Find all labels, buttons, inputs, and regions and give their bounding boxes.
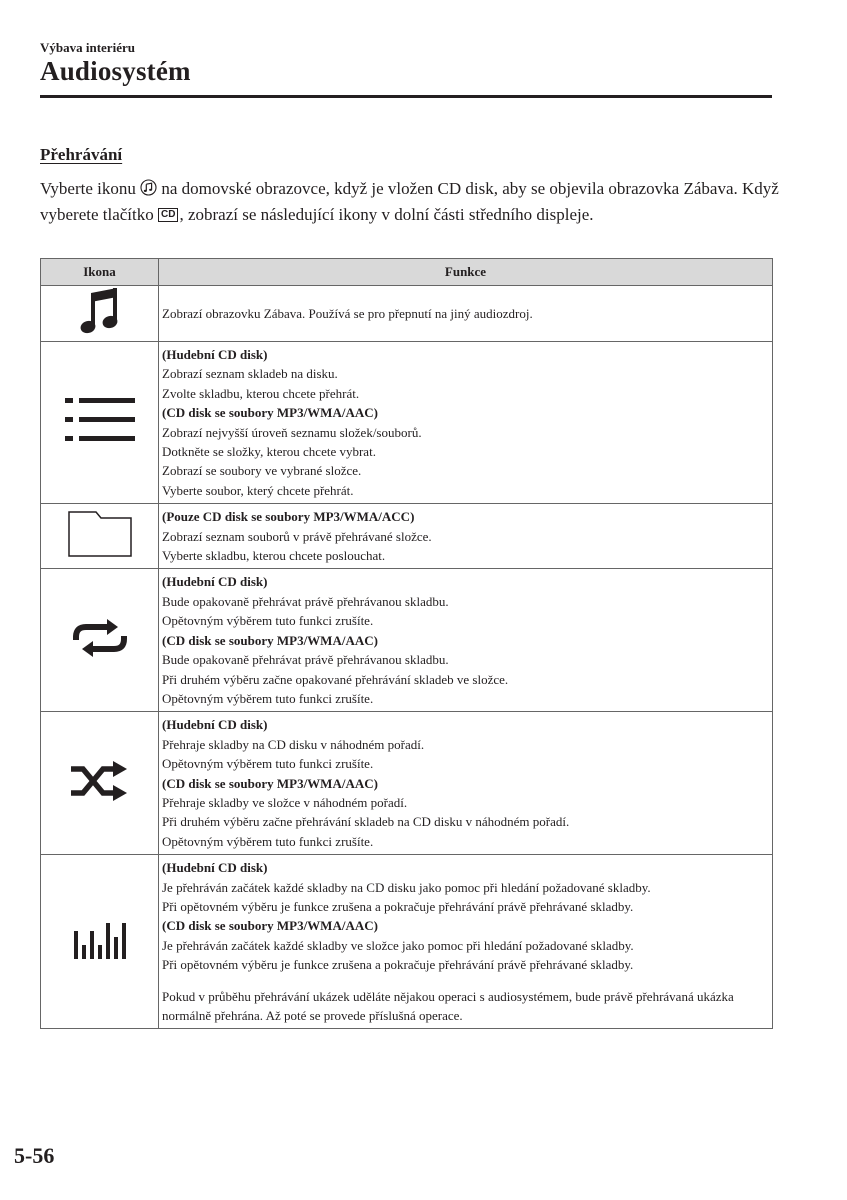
intro-paragraph: [40, 177, 780, 227]
function-text-line: Zvolte skladbu, kterou chcete přehrát.: [162, 385, 360, 401]
intro-text-2: na domovské obrazovce, když je vložen CD disk, aby se objevila obrazovka Zábava. Když vyberete tlačítko: [40, 179, 779, 224]
function-text-line: Opětovným výběrem tuto funkci zrušíte.: [162, 756, 374, 772]
subheading: Přehrávání: [40, 145, 123, 164]
function-subheading: (CD disk se soubory MP3/WMA/AAC): [162, 632, 378, 648]
intro-text-3: , zobrazí se následující ikony v dolní části středního displeje.: [179, 205, 594, 224]
function-subheading: (Hudební CD disk): [162, 574, 268, 590]
feature-table: [40, 258, 773, 1029]
function-text-line: Přehraje skladby na CD disku v náhodném pořadí.: [162, 736, 425, 752]
table-row: [41, 504, 773, 569]
function-subheading: (CD disk se soubory MP3/WMA/AAC): [162, 775, 378, 791]
function-subheading: (Hudební CD disk): [162, 347, 268, 362]
table-header-row: [41, 259, 773, 286]
page-number: 5-56: [14, 1143, 55, 1168]
scan-icon: [74, 947, 126, 962]
function-subheading: (Hudební CD disk): [162, 717, 268, 733]
function-text-line: Při druhém výběru začne přehrávání skladeb na CD disku v náhodném pořadí.: [162, 814, 570, 830]
page-title: Audiosystém: [40, 56, 191, 86]
section-label: Výbava interiéru: [40, 40, 135, 55]
paragraph-gap: [162, 975, 768, 987]
inline-music-note-icon: [140, 179, 157, 203]
cd-button-icon: CD: [158, 208, 178, 222]
table-row: [41, 712, 773, 855]
function-text-line: Bude opakovaně přehrávat právě přehrávanou skladbu.: [162, 652, 449, 668]
function-text-line: Zobrazí seznam souborů v právě přehrávané složce.: [162, 528, 432, 544]
folder-icon: [68, 545, 132, 560]
function-text-line: Je přehráván začátek každé skladby ve složce jako pomoc při hledání požadované skladby.: [162, 937, 634, 953]
function-text-line: Při opětovném výběru je funkce zrušena a pokračuje přehrávání právě přehrávané skladby.: [162, 957, 634, 973]
function-text-line: Zobrazí nejvyšší úroveň seznamu složek/souborů.: [162, 424, 422, 440]
function-subheading: (Pouze CD disk se soubory MP3/WMA/ACC): [162, 509, 415, 525]
repeat-icon: [71, 646, 129, 661]
function-cell: [159, 286, 773, 342]
table-row: [41, 286, 773, 342]
list-icon: [65, 430, 135, 445]
function-text-line: Při druhém výběru začne opakované přehrávání skladeb ve složce.: [162, 671, 509, 687]
function-cell: [159, 569, 773, 712]
function-text-line: Opětovným výběrem tuto funkci zrušíte.: [162, 833, 374, 849]
function-text-line: Zobrazí se soubory ve vybrané složce.: [162, 463, 362, 479]
title-rule: [40, 95, 772, 98]
function-cell: [159, 712, 773, 855]
function-text-line: Vyberte skladbu, kterou chcete poslouchat.: [162, 548, 386, 564]
function-text-line: Bude opakovaně přehrávat právě přehrávanou skladbu.: [162, 593, 449, 609]
function-text-line: Opětovným výběrem tuto funkci zrušíte.: [162, 690, 374, 706]
function-text-line: Při opětovném výběru je funkce zrušena a pokračuje přehrávání právě přehrávané skladby.: [162, 898, 634, 914]
function-text-line: Dotkněte se složky, kterou chcete vybrat.: [162, 444, 376, 460]
function-text-line: Pokud v průběhu přehrávání ukázek uděláte nějakou operaci s audiosystémem, bude právě přehrávaná ukázka normálně přehrána. Až poté se provede příslušná operace.: [162, 988, 734, 1023]
table-row: [41, 342, 773, 504]
table-row: [41, 855, 773, 1029]
function-cell: [159, 855, 773, 1029]
table-row: [41, 569, 773, 712]
function-subheading: (Hudební CD disk): [162, 860, 268, 876]
header-icon: Ikona: [41, 259, 159, 286]
function-text-line: Vyberte soubor, který chcete přehrát.: [162, 482, 354, 498]
shuffle-icon: [69, 789, 131, 804]
function-text-line: Zobrazí seznam skladeb na disku.: [162, 366, 338, 382]
function-subheading: (CD disk se soubory MP3/WMA/AAC): [162, 918, 378, 934]
music-note-icon: [80, 322, 120, 337]
function-text-line: Přehraje skladby ve složce v náhodném pořadí.: [162, 794, 408, 810]
function-cell: [159, 504, 773, 569]
header-function: Funkce: [159, 259, 773, 286]
function-text-line: Zobrazí obrazovku Zábava. Používá se pro přepnutí na jiný audiozdroj.: [162, 305, 533, 321]
function-text-line: Je přehráván začátek každé skladby na CD disku jako pomoc při hledání požadované skladby.: [162, 879, 651, 895]
function-text-line: Opětovným výběrem tuto funkci zrušíte.: [162, 613, 374, 629]
function-subheading: (CD disk se soubory MP3/WMA/AAC): [162, 405, 378, 421]
function-cell: [159, 342, 773, 504]
intro-text-1: Vyberte ikonu: [40, 179, 136, 198]
